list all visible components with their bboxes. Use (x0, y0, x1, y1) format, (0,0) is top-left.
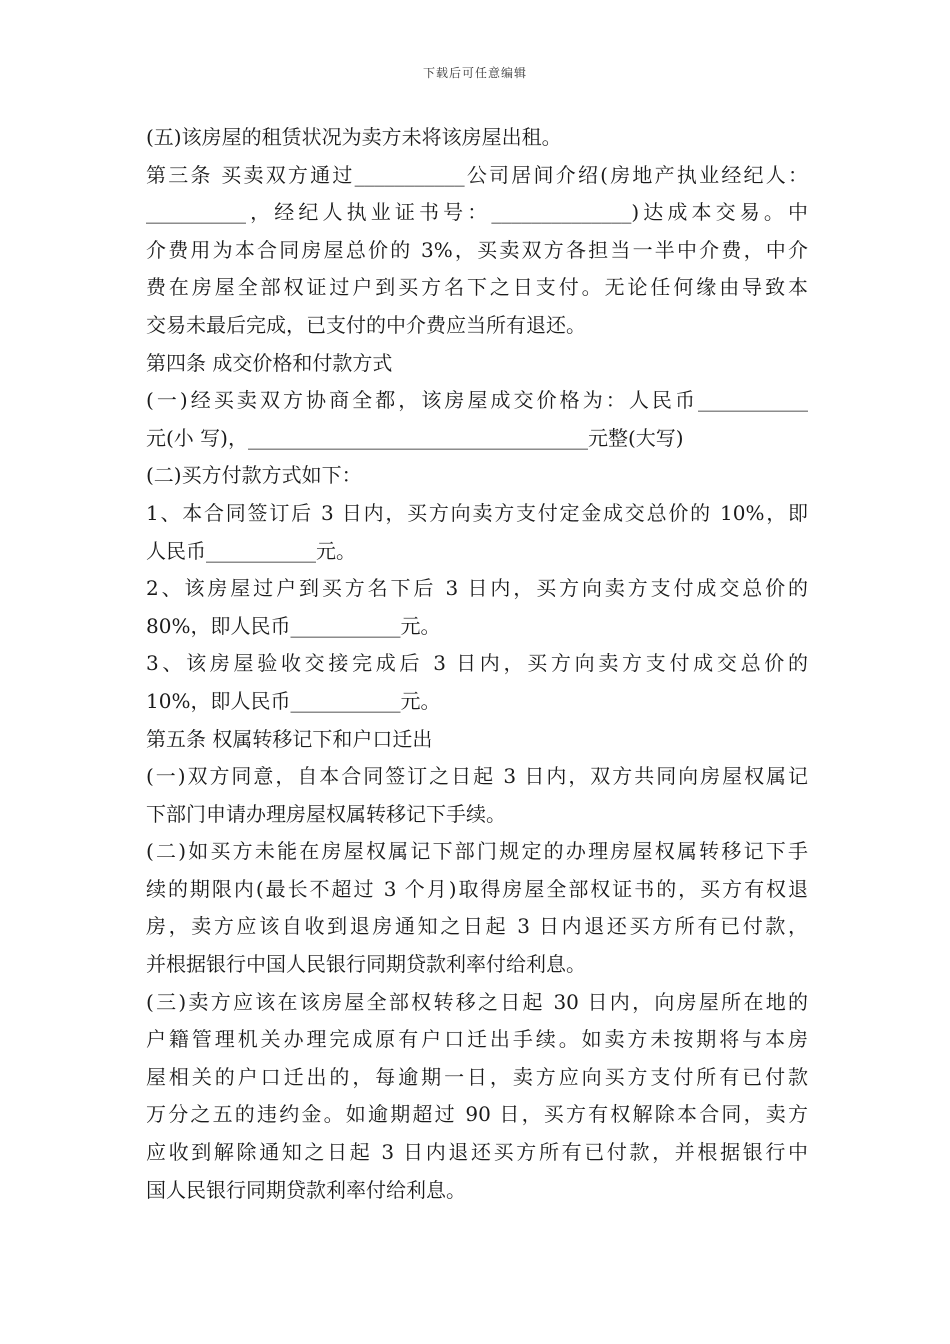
text-line: 介费用为本合同房屋总价的 3%，买卖双方各担当一半中介费，中介 (146, 237, 808, 262)
text-line: 人民币___________元。 (146, 538, 356, 563)
text-line: 房，卖方应该自收到退房通知之日起 3 日内退还买方所有已付款， (146, 914, 808, 939)
text-line: 元(小 写)，__________________________________元整(大写) (146, 425, 684, 450)
text-line: 第三条 买卖双方通过___________公司居间介绍(房地产执业经纪人： (146, 162, 808, 187)
text-line: 费在房屋全部权证过户到买方名下之日支付。无论任何缘由导致本 (146, 275, 808, 300)
text-line: (二)买方付款方式如下： (146, 463, 362, 488)
header-note: 下载后可任意编辑 (422, 66, 527, 80)
text-line: (一)双方同意，自本合同签订之日起 3 日内，双方共同向房屋权属记 (146, 764, 808, 789)
section-heading: 第四条 成交价格和付款方式 (146, 350, 393, 375)
text-line: 国人民银行同期贷款利率付给利息。 (146, 1177, 466, 1202)
text-line: 续的期限内(最长不超过 3 个月)取得房屋全部权证书的，买方有权退 (146, 876, 808, 901)
text-line: (三)卖方应该在该房屋全部权转移之日起 30 日内，向房屋所在地的 (146, 989, 808, 1014)
text-line: 交易未最后完成，已支付的中介费应当所有退还。 (146, 312, 586, 337)
text-line: 并根据银行中国人民银行同期贷款利率付给利息。 (146, 952, 586, 977)
text-line: 屋相关的户口迁出的，每逾期一日，卖方应向买方支付所有已付款 (146, 1064, 808, 1089)
text-line: (一)经买卖双方协商全都，该房屋成交价格为：人民币___________ (146, 388, 808, 413)
text-line: 万分之五的违约金。如逾期超过 90 日，买方有权解除本合同，卖方 (146, 1102, 808, 1127)
text-line: __________，经纪人执业证书号：______________)达成本交易。中 (146, 200, 808, 225)
text-line: (二)如买方未能在房屋权属记下部门规定的办理房屋权属转移记下手 (146, 839, 808, 864)
text-line: 应收到解除通知之日起 3 日内退还买方所有已付款，并根据银行中 (146, 1140, 808, 1165)
text-line: 80%，即人民币___________元。 (146, 613, 441, 638)
text-line: 3、该房屋验收交接完成后 3 日内，买方向卖方支付成交总价的 (146, 651, 808, 676)
document-body (146, 119, 808, 1209)
text-line: 1、本合同签订后 3 日内，买方向卖方支付定金成交总价的 10%，即 (146, 500, 808, 525)
text-line: 10%，即人民币___________元。 (146, 688, 441, 713)
text-line: 下部门申请办理房屋权属转移记下手续。 (146, 801, 506, 826)
text-line: (五)该房屋的租赁状况为卖方未将该房屋出租。 (146, 125, 562, 149)
section-heading: 第五条 权属转移记下和户口迁出 (146, 726, 433, 751)
text-line: 户籍管理机关办理完成原有户口迁出手续。如卖方未按期将与本房 (146, 1027, 808, 1052)
text-line: 2、该房屋过户到买方名下后 3 日内，买方向卖方支付成交总价的 (146, 576, 808, 601)
